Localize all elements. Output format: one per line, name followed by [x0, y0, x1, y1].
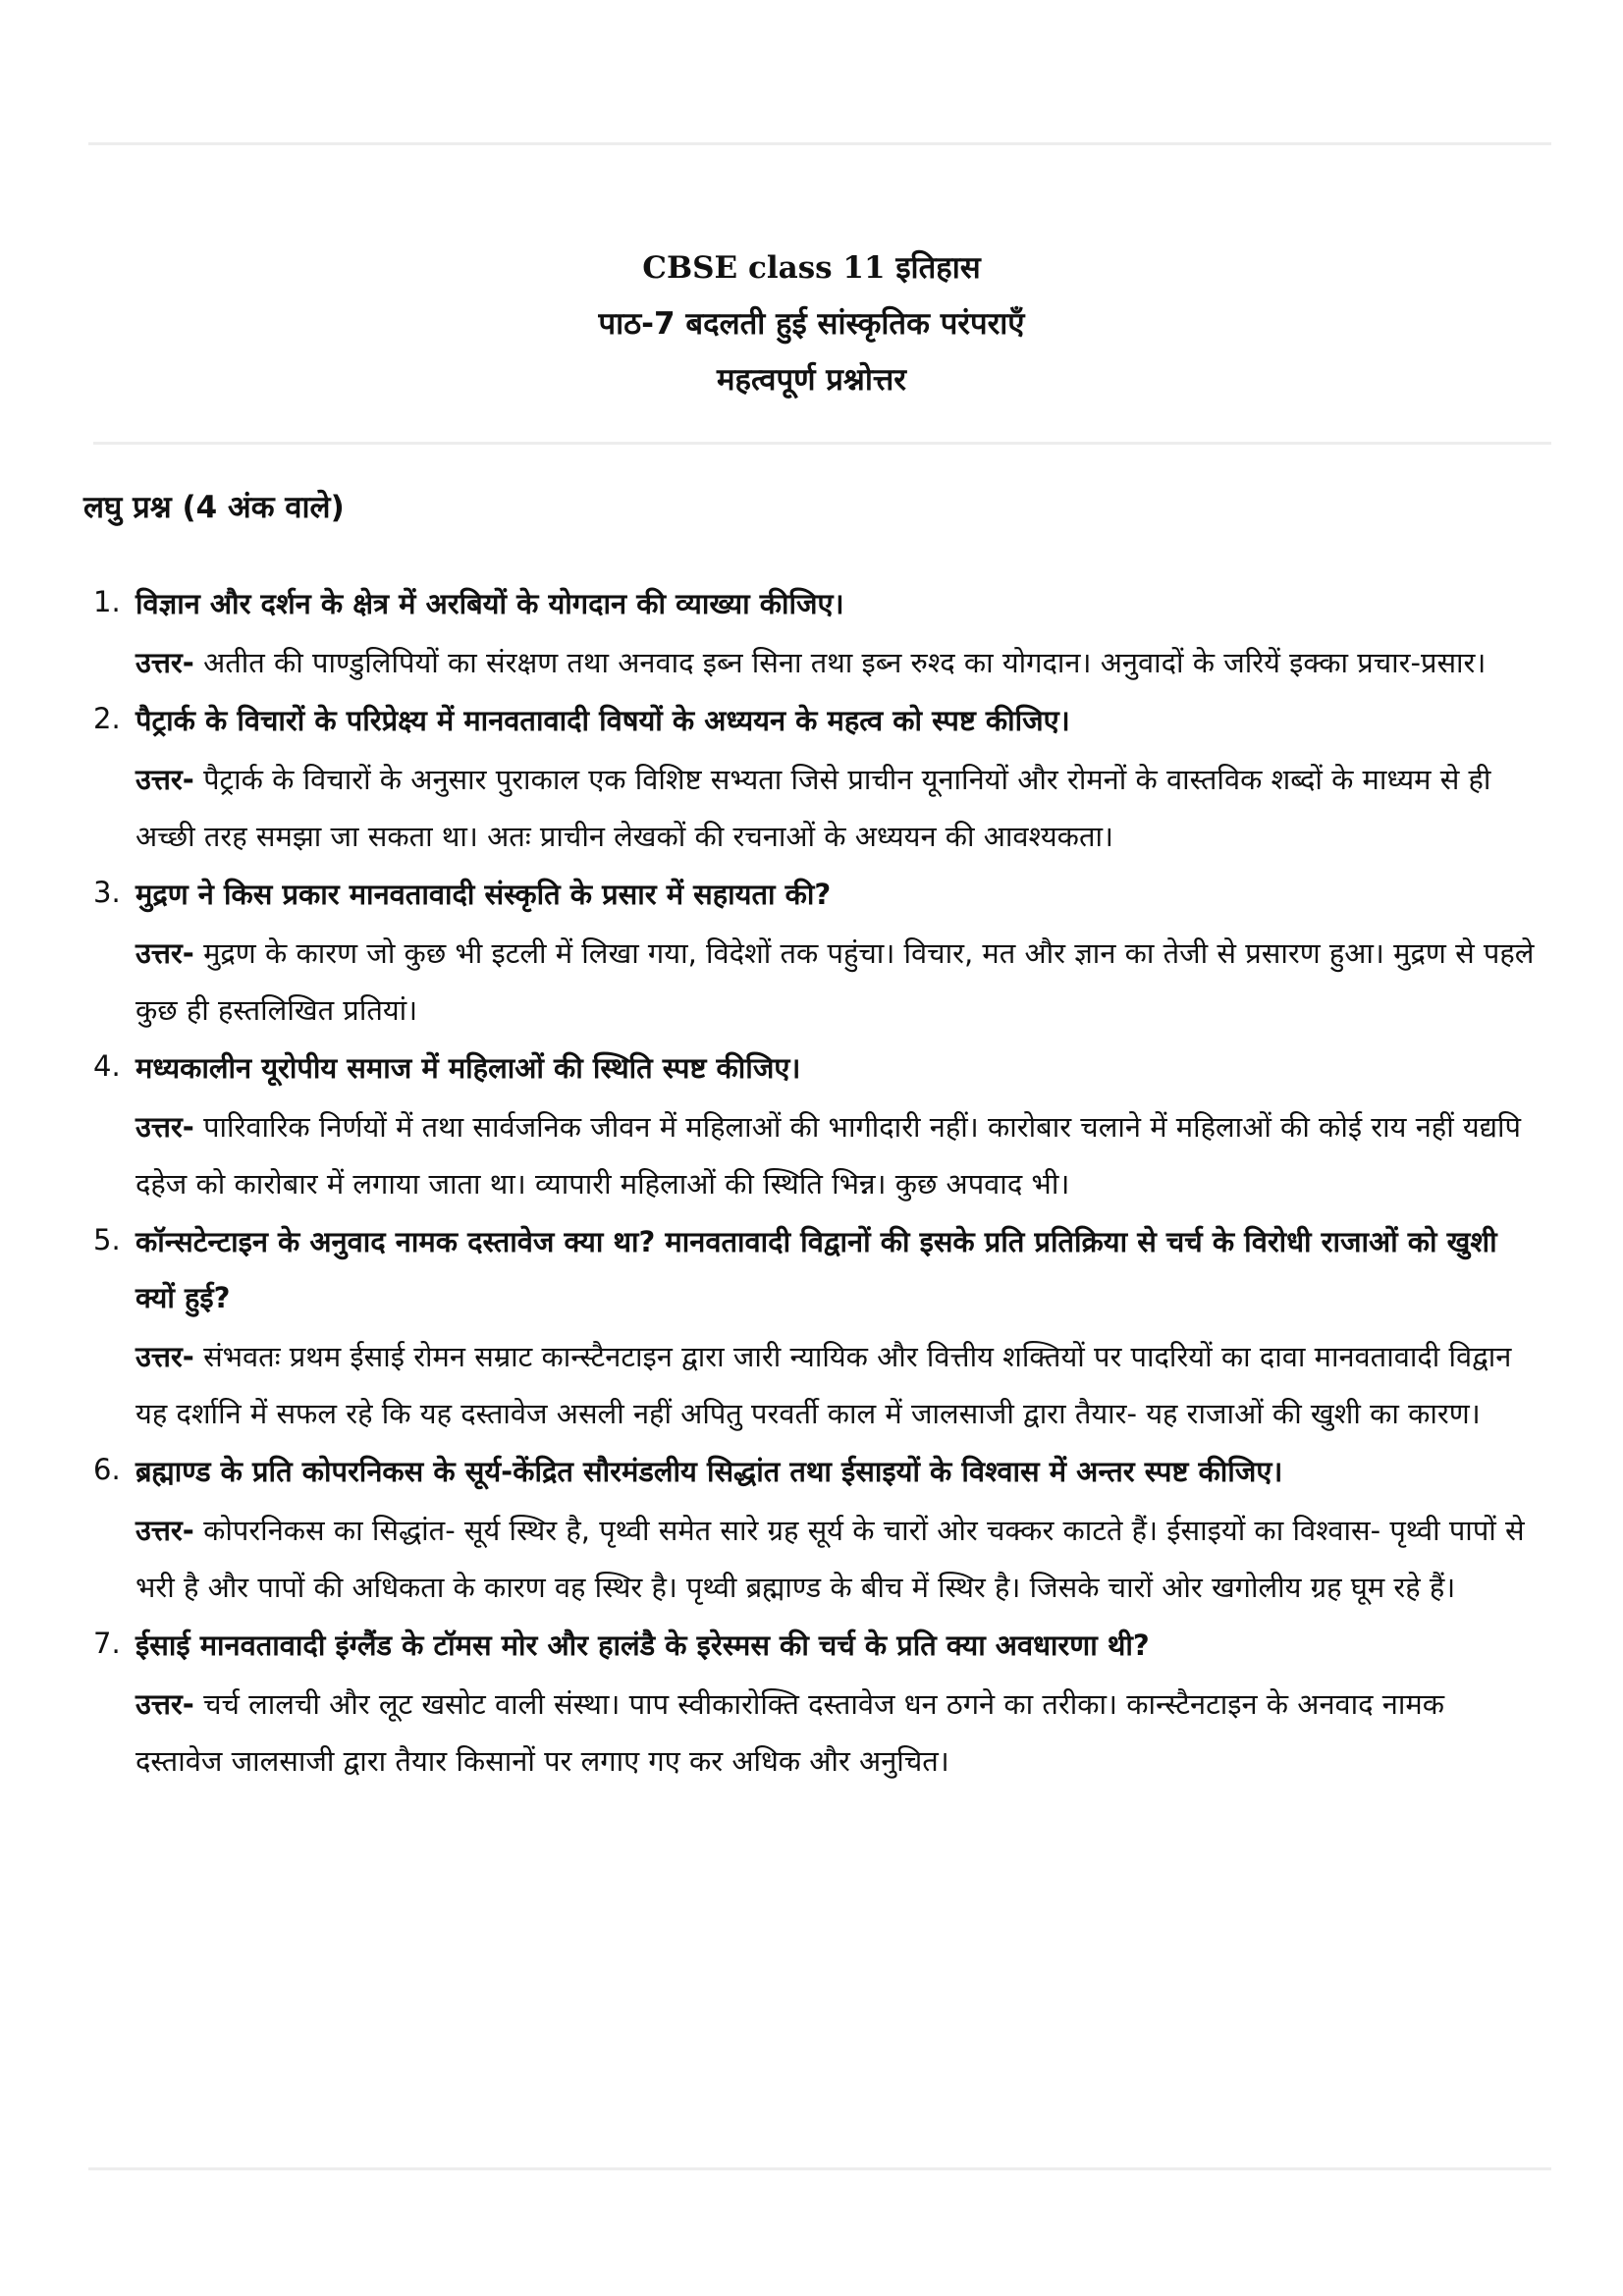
question-text: कॉन्सटेन्टाइन के अनुवाद नामक दस्तावेज क्या था? मानवतावादी विद्वानों की इसके प्रति प्रतिक्रिया से चर्च के विरोधी राजाओं को खुशी क्यों हुई? [135, 1225, 1497, 1314]
section-title: लघु प्रश्न (4 अंक वाले) [83, 490, 345, 525]
answer-label: उत्तर- [135, 1340, 194, 1373]
question-item [0, 1442, 1623, 1616]
answer-label: उत्तर- [135, 646, 194, 679]
question-body [135, 1442, 1540, 1616]
answer-label: उत्तर- [135, 936, 194, 970]
question-number: 7. [93, 1627, 121, 1660]
chapter-title: पाठ-7 बदलती हुई सांस्कृतिक परंपराएँ [598, 306, 1025, 342]
question-body [135, 1212, 1540, 1442]
question-item [0, 1212, 1623, 1442]
question-text: ईसाई मानवतावादी इंग्लैंड के टॉमस मोर और हालंडै के इरेस्मस की चर्च के प्रति क्या अवधारणा थी? [135, 1629, 1150, 1662]
top-divider [88, 142, 1551, 145]
question-text: ब्रह्माण्ड के प्रति कोपरनिकस के सूर्य-केंद्रित सौरमंडलीय सिद्धांत तथा ईसाइयों के विश्वास में अन्तर स्पष्ट कीजिए। [135, 1455, 1283, 1488]
answer-label: उत्तर- [135, 1514, 194, 1547]
question-item [0, 1616, 1623, 1789]
course-title: CBSE class 11 इतिहास [642, 250, 981, 286]
header-divider [93, 442, 1551, 445]
document-header [0, 240, 1623, 408]
answer-label: उत्तर- [135, 1687, 194, 1721]
question-body [135, 865, 1540, 1039]
answer-text [135, 634, 1540, 691]
question-body [135, 691, 1540, 865]
question-number: 2. [93, 702, 121, 735]
question-item [0, 865, 1623, 1039]
question-text: विज्ञान और दर्शन के क्षेत्र में अरबियों के योगदान की व्याख्या कीजिए। [135, 587, 844, 620]
question-list [0, 574, 1623, 1789]
question-body [135, 1039, 1540, 1212]
question-number: 6. [93, 1453, 121, 1486]
answer-text [135, 1328, 1540, 1442]
question-text: मध्यकालीन यूरोपीय समाज में महिलाओं की स्थिति स्पष्ट कीजिए। [135, 1051, 801, 1085]
question-number: 5. [93, 1223, 121, 1256]
question-text: पैट्रार्क के विचारों के परिप्रेक्ष्य में मानवतावादी विषयों के अध्ययन के महत्व को स्पष्ट कीजिए। [135, 704, 1070, 737]
answer-content: कोपरनिकस का सिद्धांत- सूर्य स्थिर है, पृथ्वी समेत सारे ग्रह सूर्य के चारों ओर चक्कर काटते हैं। ईसाइयों का विश्वास- पृथ्वी पापों से भरी है और पापों की अधिकता के कारण वह स्थिर है। पृथ्वी ब्रह्माण्ड के बीच में स्थिर है। जिसके चारों ओर खगोलीय ग्रह घूम रहे हैं। [135, 1514, 1525, 1604]
document-subtitle: महत्वपूर्ण प्रश्नोत्तर [717, 362, 906, 398]
bottom-divider [88, 2167, 1551, 2170]
answer-label: उत्तर- [135, 1110, 194, 1144]
answer-label: उत्तर- [135, 763, 194, 796]
answer-content: मुद्रण के कारण जो कुछ भी इटली में लिखा गया, विदेशों तक पहुंचा। विचार, मत और ज्ञान का तेजी से प्रसारण हुआ। मुद्रण से पहले कुछ ही हस्तलिखित प्रतियां। [135, 936, 1535, 1027]
answer-text [135, 1098, 1540, 1212]
answer-content: अतीत की पाण्डुलिपियों का संरक्षण तथा अनवाद इब्न सिना तथा इब्न रुश्द का योगदान। अनुवादों के जरियें इक्का प्रचार-प्रसार। [203, 646, 1487, 679]
question-number: 3. [93, 876, 121, 909]
question-text: मुद्रण ने किस प्रकार मानवतावादी संस्कृति के प्रसार में सहायता की? [135, 878, 832, 911]
answer-text [135, 1676, 1540, 1789]
question-number: 1. [93, 585, 121, 618]
question-number: 4. [93, 1049, 121, 1083]
answer-content: पैट्रार्क के विचारों के अनुसार पुराकाल एक विशिष्ट सभ्यता जिसे प्राचीन यूनानियों और रोमनों के वास्तविक शब्दों के माध्यम से ही अच्छी तरह समझा जा सकता था। अतः प्राचीन लेखकों की रचनाओं के अध्ययन की आवश्यकता। [135, 763, 1491, 853]
answer-content: पारिवारिक निर्णयों में तथा सार्वजनिक जीवन में महिलाओं की भागीदारी नहीं। कारोबार चलाने में महिलाओं की कोई राय नहीं यद्यपि दहेज को कारोबार में लगाया जाता था। व्यापारी महिलाओं की स्थिति भिन्न। कुछ अपवाद भी। [135, 1110, 1521, 1201]
answer-text [135, 751, 1540, 865]
answer-text [135, 1502, 1540, 1616]
question-body [135, 574, 1540, 691]
answer-content: संभवतः प्रथम ईसाई रोमन सम्राट कान्स्टैनटाइन द्वारा जारी न्यायिक और वित्तीय शक्तियों पर पादरियों का दावा मानवतावादी विद्वान यह दर्शानि में सफल रहे कि यह दस्तावेज असली नहीं अपितु परवर्ती काल में जालसाजी द्वारा तैयार- यह राजाओं की खुशी का कारण। [135, 1340, 1512, 1430]
answer-content: चर्च लालची और लूट खसोट वाली संस्था। पाप स्वीकारोक्ति दस्तावेज धन ठगने का तरीका। कान्स्टैनटाइन के अनवाद नामक दस्तावेज जालसाजी द्वारा तैयार किसानों पर लगाए गए कर अधिक और अनुचित। [135, 1687, 1445, 1778]
question-item [0, 574, 1623, 691]
question-item [0, 1039, 1623, 1212]
question-item [0, 691, 1623, 865]
question-body [135, 1616, 1540, 1789]
answer-text [135, 925, 1540, 1039]
